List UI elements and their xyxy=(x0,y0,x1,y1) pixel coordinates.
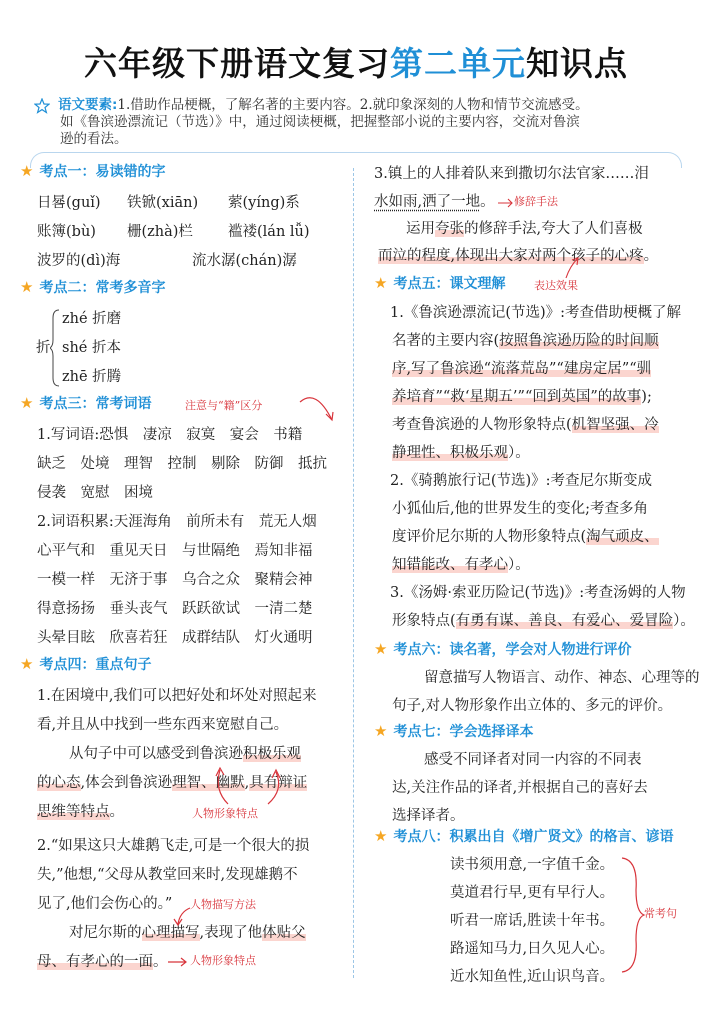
title-part3: 知识点 xyxy=(526,44,628,83)
arrow-annotation xyxy=(170,904,210,928)
k5-item: 考查鲁滨逊的人物形象特点(机智坚强、冷 xyxy=(392,417,659,433)
k5-item: 知错能改、有孝心）。 xyxy=(392,557,530,573)
page-title xyxy=(0,38,712,85)
k1-heading: ★ 考点一：易读错的字 xyxy=(20,162,166,180)
star-outline-icon xyxy=(34,98,50,114)
intro-line3: 逊的看法。 xyxy=(60,131,128,147)
k5-item: 形象特点(有勇有谋、善良、有爱心、爱冒险）。 xyxy=(392,613,695,629)
k1-word: 铁锨(xiān) xyxy=(127,195,199,211)
star-icon: ★ xyxy=(374,640,388,658)
intro-line2: 如《鲁滨逊漂流记（节选）》中，通过阅读梗概，把握整部小说的主要内容，交流对鲁滨 xyxy=(60,114,580,130)
k5-heading: ★ 考点五：课文理解 xyxy=(374,274,506,292)
star-icon: ★ xyxy=(20,655,34,673)
k1-word: 褴褛(lán lǚ) xyxy=(228,224,310,240)
arrow-annotation xyxy=(498,198,514,208)
k8-proverb: 读书须用意,一字值千金。 xyxy=(450,857,615,873)
k3-line: 1.写词语:恐惧 凄凉 寂寞 宴会 书籍 xyxy=(37,427,303,443)
k4-sentence: 1.在困境中,我们可以把好处和坏处对照起来 xyxy=(37,688,317,704)
k4r-note: 修辞手法 xyxy=(514,195,558,208)
brace-icon xyxy=(50,308,60,388)
arrow-annotation xyxy=(298,392,338,426)
k5-item: 1.《鲁滨逊漂流记(节选)》:考查借助梗概了解 xyxy=(390,305,682,321)
k8-heading: ★ 考点八：积累出自《增广贤文》的格言、谚语 xyxy=(374,827,674,845)
k5-item: 序,写了鲁滨逊“流落荒岛”“建房定居”“驯 xyxy=(392,361,652,377)
star-icon: ★ xyxy=(374,274,388,292)
k4-sentence: 水如雨,洒了一地。 xyxy=(374,194,495,210)
star-icon: ★ xyxy=(20,278,34,296)
intro-block xyxy=(36,97,682,148)
k7-line: 达,关注作品的译者,并根据自己的喜好去 xyxy=(392,780,648,796)
k3-note: 注意与“籍”区分 xyxy=(185,399,263,412)
k4-note: 人物描写方法 xyxy=(190,898,256,911)
k2-item: shé 折本 xyxy=(62,340,121,356)
k8-proverb: 莫道君行早,更有早行人。 xyxy=(450,885,615,901)
k7-line: 选择译者。 xyxy=(392,808,465,824)
intro-line1: 1.借助作品梗概，了解名著的主要内容。2.就印象深刻的人物和情节交流感受。 xyxy=(117,97,589,113)
k4-analysis: 的心态,体会到鲁滨逊理智、幽默,具有辩证 xyxy=(37,775,308,791)
k8-proverb: 听君一席话,胜读十年书。 xyxy=(450,913,615,929)
k5-item: 2.《骑鹅旅行记(节选)》:考查尼尔斯变成 xyxy=(390,473,653,489)
k3-line: 头晕目眩 欣喜若狂 成群结队 灯火通明 xyxy=(37,630,313,646)
star-icon: ★ xyxy=(20,394,34,412)
arrow-annotation xyxy=(208,760,298,808)
k1-word: 栅(zhà)栏 xyxy=(127,224,193,240)
k2-char: 折 xyxy=(36,340,51,356)
k4r-analysis: 运用夸张的修辞手法,夸大了人们喜极 xyxy=(406,221,643,237)
k4r-analysis: 而泣的程度,体现出大家对两个孩子的心疼。 xyxy=(378,248,659,264)
k5-item: 度评价尼尔斯的人物形象特点(淘气顽皮、 xyxy=(392,529,659,545)
k4-note: 人物形象特点 xyxy=(190,954,256,967)
k4-analysis: 母、有孝心的一面。 xyxy=(37,954,168,970)
k3-line: 心平气和 重见天日 与世隔绝 焉知非福 xyxy=(37,543,313,559)
k2-item: zhē 折腾 xyxy=(62,369,122,385)
k1-word: 波罗的(dì)海 xyxy=(37,253,121,269)
k4-sentence: 看,并且从中找到一些东西来宽慰自己。 xyxy=(37,717,289,733)
k6-line: 句子,对人物形象作出立体的、多元的评价。 xyxy=(392,698,673,714)
k1-word: 日晷(guǐ) xyxy=(37,195,101,211)
k3-line: 侵袭 宽慰 困境 xyxy=(37,485,153,501)
k3-line: 一模一样 无济于事 乌合之众 聚精会神 xyxy=(37,572,313,588)
star-icon: ★ xyxy=(374,827,388,845)
k8-proverb: 近水知鱼性,近山识鸟音。 xyxy=(450,969,615,985)
title-part2: 第二单元 xyxy=(390,44,526,83)
k3-line: 2.词语积累:天涯海角 前所未有 荒无人烟 xyxy=(37,514,317,530)
k7-line: 感受不同译者对同一内容的不同表 xyxy=(424,752,642,768)
k5-note: 表达效果 xyxy=(534,279,578,292)
k4-analysis: 思维等特点。 xyxy=(37,804,124,820)
k4-analysis: 对尼尔斯的心理描写,表现了他体贴父 xyxy=(69,925,306,941)
k8-proverb: 路遥知马力,日久见人心。 xyxy=(450,941,615,957)
k4-note: 人物形象特点 xyxy=(192,807,258,820)
k5-item: 3.《汤姆·索亚历险记(节选)》:考查汤姆的人物 xyxy=(390,585,686,601)
k5-item: 小狐仙后,他的世界发生的变化;考查多角 xyxy=(392,501,648,517)
k1-word: 账簿(bù) xyxy=(37,224,96,240)
k4-heading: ★ 考点四：重点句子 xyxy=(20,655,152,673)
k5-item: 名著的主要内容(按照鲁滨逊历险的时间顺 xyxy=(392,333,659,349)
star-icon: ★ xyxy=(20,162,34,180)
k4-sentence: 2.“如果这只大雄鹅飞走,可是一个很大的损 xyxy=(37,838,310,854)
k2-item: zhé 折磨 xyxy=(62,311,122,327)
k4-sentence: 见了,他们会伤心的。” xyxy=(37,896,173,912)
k4-sentence: 3.镇上的人排着队来到撒切尔法官家……泪 xyxy=(374,166,649,182)
k3-line: 得意扬扬 垂头丧气 跃跃欲试 一清二楚 xyxy=(37,601,313,617)
k6-heading: ★ 考点六：读名著，学会对人物进行评价 xyxy=(374,640,632,658)
arrow-annotation xyxy=(554,256,584,280)
k4-sentence: 失,”他想,“父母从教堂回来时,发现雄鹅不 xyxy=(37,867,298,883)
k1-word: 流水潺(chán)潺 xyxy=(192,253,297,269)
k8-note: 常考句 xyxy=(644,907,677,920)
k3-line: 缺乏 处境 理智 控制 剔除 防御 抵抗 xyxy=(37,456,327,472)
title-part1: 六年级下册语文复习 xyxy=(84,44,390,83)
k2-heading: ★ 考点二：常考多音字 xyxy=(20,278,166,296)
star-icon: ★ xyxy=(374,722,388,740)
k7-heading: ★ 考点七：学会选择译本 xyxy=(374,722,534,740)
k4-analysis: 从句子中可以感受到鲁滨逊积极乐观 xyxy=(69,746,301,762)
arrow-annotation xyxy=(168,957,190,967)
k1-word: 萦(yíng)系 xyxy=(228,195,300,211)
k3-heading: ★ 考点三：常考词语 xyxy=(20,394,152,412)
k5-item: 养培育”“救‘星期五’”“回到英国”的故事); xyxy=(392,389,652,405)
k6-line: 留意描写人物语言、动作、神态、心理等的 xyxy=(424,670,700,686)
k5-item: 静理性、积极乐观）。 xyxy=(392,445,530,461)
column-divider xyxy=(353,168,354,978)
intro-label: 语文要素: xyxy=(58,97,118,113)
